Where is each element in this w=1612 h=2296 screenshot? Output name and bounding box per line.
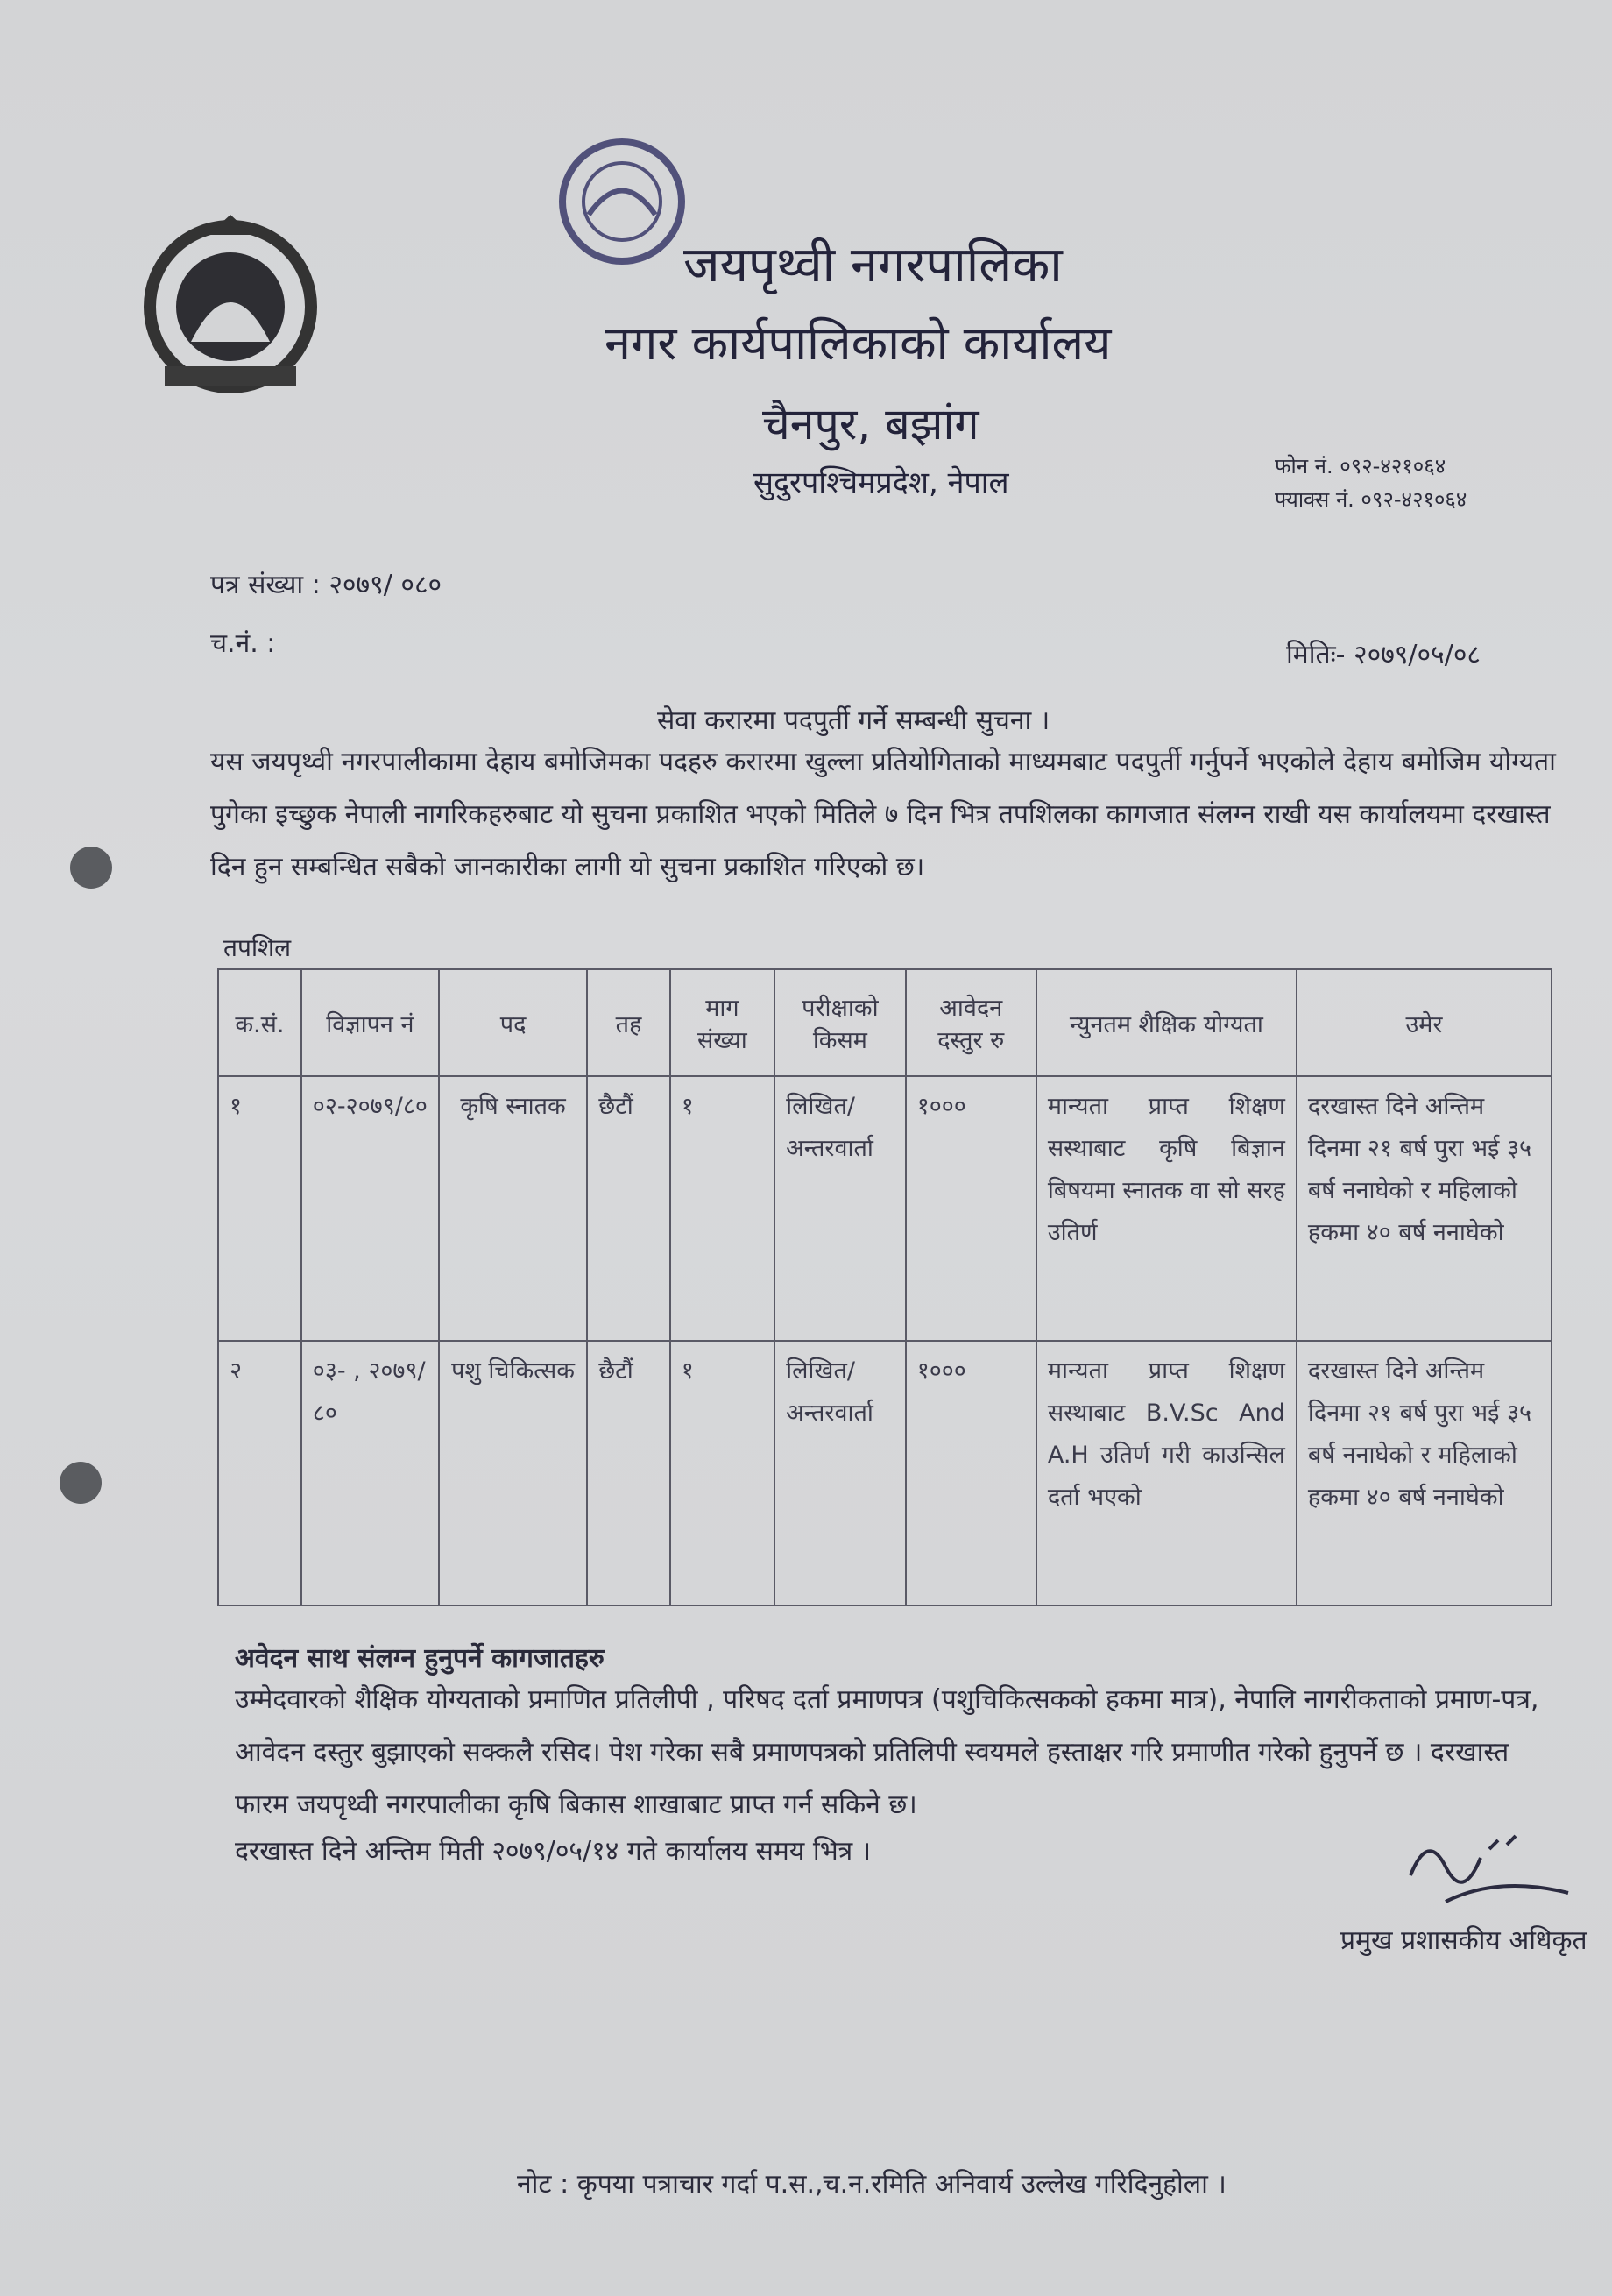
application-deadline: दरखास्त दिने अन्तिम मिती २०७९/०५/१४ गते कार्यालय समय भित्र । <box>235 1836 872 1867</box>
cell-fee: १००० <box>906 1076 1036 1341</box>
table-row <box>218 1076 1552 1341</box>
cell-exam-type: लिखित/ अन्तरवार्ता <box>774 1076 906 1341</box>
cell-age: दरखास्त दिने अन्तिम दिनमा २१ बर्ष पुरा भई ३५ बर्ष ननाघेको र महिलाको हकमा ४० बर्ष ननाघेको <box>1297 1076 1552 1341</box>
dispatch-number: च.नं. : <box>210 628 276 659</box>
cell-serial: २ <box>218 1341 301 1605</box>
cell-ad-number: ०२-२०७९/८० <box>301 1076 439 1341</box>
punch-hole-icon <box>60 1462 102 1504</box>
cell-serial: १ <box>218 1076 301 1341</box>
cell-demand: १ <box>670 1076 774 1341</box>
attachments-heading: अवेदन साथ संलग्न हुनुपर्ने कागजातहरु <box>235 1643 604 1674</box>
phone-number: फोन नं. ०९२-४२१०६४ <box>1275 454 1446 478</box>
nepal-emblem-icon <box>138 210 322 403</box>
cell-level: छैटौं <box>587 1076 670 1341</box>
table-header-row <box>218 969 1552 1076</box>
details-label: तपशिल <box>223 933 292 962</box>
handwritten-signature-icon <box>1393 1823 1586 1937</box>
notice-subject: सेवा करारमा पदपुर्ती गर्ने सम्बन्धी सुचना । <box>657 705 1050 736</box>
footer-note: नोट : कृपया पत्राचार गर्दा प.स.,च.न.रमिति अनिवार्य उल्लेख गरिदिनुहोला । <box>517 2169 1227 2200</box>
cell-post: कृषि स्नातक <box>439 1076 587 1341</box>
municipality-name: जयपृथ्वी नगरपालिका <box>683 237 1063 294</box>
cell-fee: १००० <box>906 1341 1036 1605</box>
col-header-ad-number: विज्ञापन नं <box>301 969 439 1076</box>
col-header-age: उमेर <box>1297 969 1552 1076</box>
cell-qualification: मान्यता प्राप्त शिक्षण सस्थाबाट कृषि बिज्ञान बिषयमा स्नातक वा सो सरह उतिर्ण <box>1036 1076 1297 1341</box>
cell-post: पशु चिकित्सक <box>439 1341 587 1605</box>
cell-exam-type: लिखित/ अन्तरवार्ता <box>774 1341 906 1605</box>
cell-demand: १ <box>670 1341 774 1605</box>
cell-age: दरखास्त दिने अन्तिम दिनमा २१ बर्ष पुरा भई ३५ बर्ष ननाघेको र महिलाको हकमा ४० बर्ष ननाघेको <box>1297 1341 1552 1605</box>
col-header-level: तह <box>587 969 670 1076</box>
office-name: नगर कार्यपालिकाको कार्यालय <box>604 315 1112 371</box>
col-header-fee: आवेदन दस्तुर रु <box>906 969 1036 1076</box>
col-header-qualification: न्युनतम शैक्षिक योग्यता <box>1036 969 1297 1076</box>
office-location: चैनपुर, बझांग <box>762 399 979 450</box>
table-row <box>218 1341 1552 1605</box>
col-header-exam-type: परीक्षाको किसम <box>774 969 906 1076</box>
signatory-title: प्रमुख प्रशासकीय अधिकृत <box>1340 1925 1587 1956</box>
letter-date: मितिः- २०७९/०५/०८ <box>1286 640 1481 670</box>
col-header-serial: क.सं. <box>218 969 301 1076</box>
notice-intro: यस जयपृथ्वी नगरपालीकामा देहाय बमोजिमका पदहरु करारमा खुल्ला प्रतियोगिताको माध्यमबाट पदपुर्ती गर्नुपर्ने भएकोले देहाय बमोजिम योग्यता पुगेका इच्छुक नेपाली नागरिकहरुबाट यो सुचना प्रकाशित भएको मितिले ७ दिन भित्र तपशिलका कागजात संलग्न राखी यस कार्यालयमा दरखास्त दिन हुन सम्बन्धित सबैको जानकारीका लागी यो सुचना प्रकाशित गरिएको छ। <box>210 747 1556 882</box>
cell-ad-number: ०३- , २०७९/ ८० <box>301 1341 439 1605</box>
cell-level: छैटौं <box>587 1341 670 1605</box>
col-header-demand: माग संख्या <box>670 969 774 1076</box>
vacancy-table <box>217 968 1552 1606</box>
attachments-text: उम्मेदवारको शैक्षिक योग्यताको प्रमाणित प्रतिलीपी , परिषद दर्ता प्रमाणपत्र (पशुचिकित्सकको हकमा मात्र), नेपालि नागरीकताको प्रमाण-पत्र, आवेदन दस्तुर बुझाएको सक्कलै रसिद। पेश गरेका सबै प्रमाणपत्रको प्रतिलिपी स्वयमले हस्ताक्षर गरि प्रमाणीत गरेको हुनुपर्ने छ । दरखास्त फारम जयपृथ्वी नगरपालीका कृषि बिकास शाखाबाट प्राप्त गर्न सकिने छ। <box>235 1684 1539 1820</box>
fax-number: फ्याक्स नं. ०९२-४२१०६४ <box>1275 487 1467 512</box>
col-header-post: पद <box>439 969 587 1076</box>
punch-hole-icon <box>70 847 112 889</box>
cell-qualification: मान्यता प्राप्त शिक्षण सस्थाबाट B.V.Sc And A.H उतिर्ण गरी काउन्सिल दर्ता भएको <box>1036 1341 1297 1605</box>
province-name: सुदुरपश्चिमप्रदेश, नेपाल <box>753 465 1009 500</box>
reference-number: पत्र संख्या : २०७९/ ०८० <box>210 570 442 600</box>
